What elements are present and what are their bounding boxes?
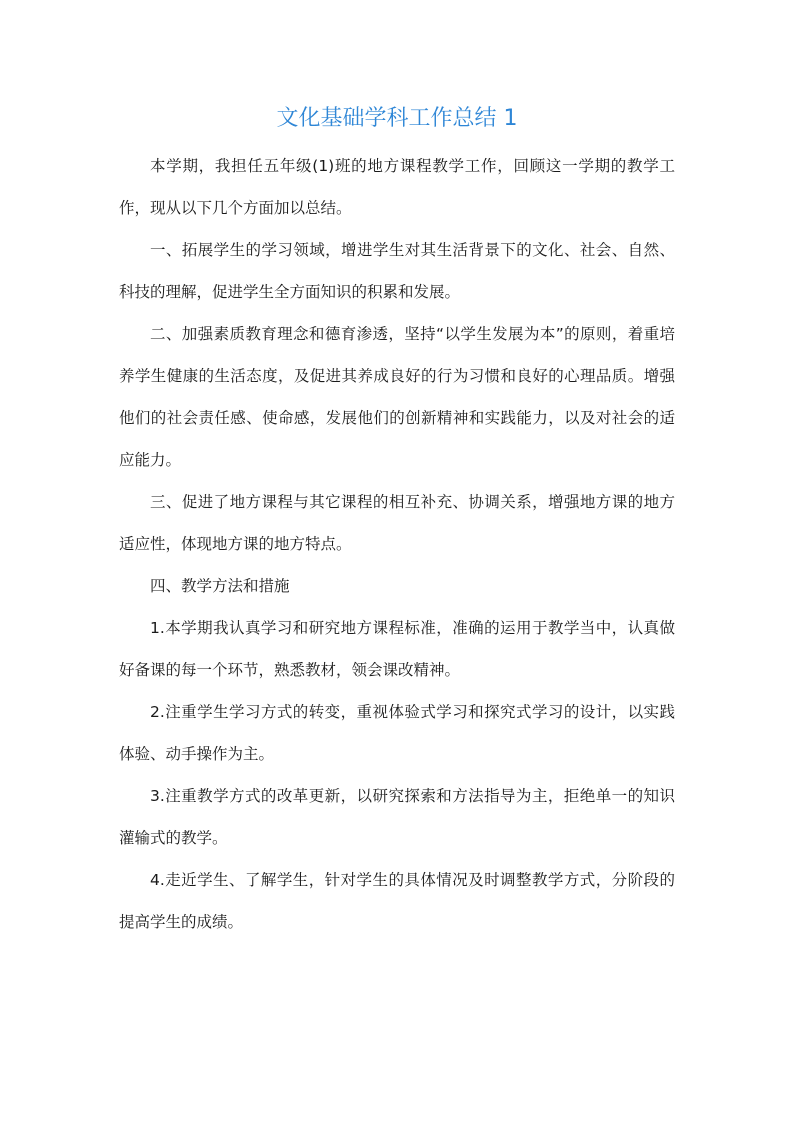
paragraph-intro: 本学期，我担任五年级(1)班的地方课程教学工作，回顾这一学期的教学工作，现从以下几个方面加以总结。 [119, 157, 675, 217]
paragraph-section-4-heading: 四、教学方法和措施 [150, 577, 290, 595]
paragraph-item-3: 3.注重教学方式的改革更新，以研究探索和方法指导为主，拒绝单一的知识灌输式的教学。 [119, 787, 675, 847]
paragraph-item-1: 1.本学期我认真学习和研究地方课程标准，准确的运用于教学当中，认真做好备课的每一个环节，熟悉教材，领会课改精神。 [119, 619, 675, 679]
paragraph-section-3: 三、促进了地方课程与其它课程的相互补充、协调关系，增强地方课的地方适应性，体现地方课的地方特点。 [119, 493, 675, 553]
paragraph-item-4: 4.走近学生、了解学生，针对学生的具体情况及时调整教学方式，分阶段的提高学生的成绩。 [119, 871, 675, 931]
document-title: 文化基础学科工作总结 1 [276, 106, 518, 131]
paragraph-item-2: 2.注重学生学习方式的转变，重视体验式学习和探究式学习的设计，以实践体验、动手操作为主。 [119, 703, 675, 763]
paragraph-section-1: 一、拓展学生的学习领域，增进学生对其生活背景下的文化、社会、自然、科技的理解，促进学生全方面知识的积累和发展。 [119, 241, 675, 301]
document-body [119, 145, 675, 943]
paragraph-section-2: 二、加强素质教育理念和德育渗透，坚持“以学生发展为本”的原则，着重培养学生健康的生活态度，及促进其养成良好的行为习惯和良好的心理品质。增强他们的社会责任感、使命感，发展他们的创新精神和实践能力，以及对社会的适应能力。 [119, 325, 675, 469]
